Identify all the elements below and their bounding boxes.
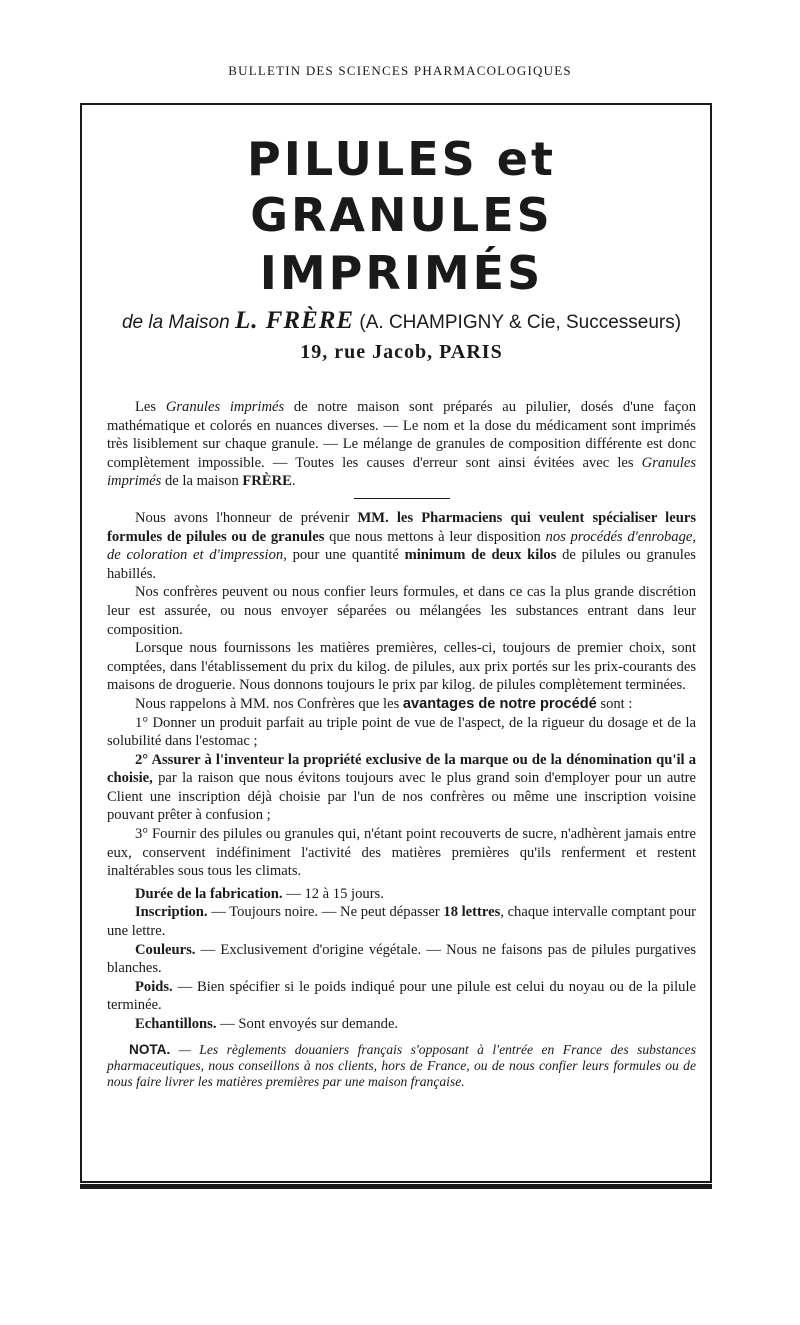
address-line: 19, rue Jacob, PARIS: [300, 341, 503, 363]
title-line-2: IMPRIMÉS: [259, 246, 544, 300]
echantillons-line: [107, 1015, 696, 1034]
intro-text-a: Les: [135, 399, 166, 415]
intro-granules-italic-2: Granules imprimés: [107, 454, 696, 490]
honneur-text-g: de pilules ou granules habillés.: [107, 547, 696, 582]
maison-name: L. FRÈRE: [234, 307, 355, 334]
advertisement-frame: [80, 103, 712, 1183]
intro-text-g: .: [291, 473, 296, 490]
inscription-lettres-bold: 18 lettres: [443, 904, 501, 921]
honneur-text-a: Nous avons l'honneur de prévenir: [135, 509, 358, 526]
maison-successors: (A. CHAMPIGNY & Cie, Successeurs): [354, 312, 682, 333]
avantages-text-c: sont :: [596, 695, 633, 712]
confreres-paragraph: Nos confrères peuvent ou nous confier leurs formules, et dans ce cas la plus grande discrétion leur est assurée, ou nous envoyer séparées ou mélangées les substances entrant dans leur composition.: [107, 584, 696, 638]
couleurs-label: Couleurs.: [135, 941, 196, 958]
duree-label: Durée de la fabrication.: [135, 885, 283, 902]
nota-paragraph: [107, 1042, 696, 1091]
advertisement-content: [107, 105, 696, 1104]
point-2: [107, 751, 696, 825]
title-line-1: PILULES et GRANULES: [247, 132, 556, 242]
matieres-paragraph: Lorsque nous fournissons les matières premières, celles-ci, toujours de premier choix, sont comptées, dans l'établissement du prix du kilog. de pilules, aux prix portés sur les prix-courants des maisons de droguerie. Nous donnons toujours le prix par kilog. de pilules complètement terminées.: [107, 640, 696, 694]
nota-text: — Les règlements douaniers français s'opposant à l'entrée en France des substances pharmaceutiques, nous conseillons à nos clients, hors de France, ou de nous confier leurs formules ou de nous faire livrer les matières premières par une maison française.: [107, 1041, 696, 1090]
honneur-text-e: pour une quantité: [286, 547, 405, 564]
maison-prefix: de la Maison: [121, 312, 235, 333]
intro-paragraph: [107, 398, 696, 491]
maison-line: [107, 307, 696, 335]
honneur-italic: nos procédés d'enrobage, de coloration et d'impression,: [107, 528, 697, 564]
point-2-text: par la raison que nous évitons toujours avec le plus grand soin d'employer pour un autre Client une inscription déjà choisie par l'un de nos confrères ou même une inscription voisine pouvant prêter à confusion ;: [107, 770, 696, 824]
poids-label: Poids.: [135, 978, 173, 995]
poids-text: — Bien spécifier si le poids indiqué pour une pilule est celui du noyau ou de la pilule terminée.: [107, 978, 696, 1014]
couleurs-paragraph: [107, 941, 696, 978]
point-1: 1° Donner un produit parfait au triple point de vue de l'aspect, de la rigueur du dosage et de la solubilité dans l'estomac ;: [107, 714, 696, 750]
echantillons-label: Echantillons.: [135, 1016, 217, 1032]
echantillons-text: — Sont envoyés sur demande.: [216, 1016, 399, 1032]
point-3: 3° Fournir des pilules ou granules qui, n'étant point recouverts de sucre, n'adhèrent jamais entre eux, conservent indéfiniment l'activité des matières premières qu'ils renferment et restent inaltérables sous tous les climats.: [107, 826, 696, 880]
duree-text: — 12 à 15 jours.: [282, 885, 384, 902]
intro-text-e: de la maison: [161, 473, 243, 490]
intro-frere-bold: FRÈRE: [242, 473, 292, 490]
honneur-paragraph: [107, 509, 696, 583]
inscription-label: Inscription.: [135, 904, 208, 921]
point-2-bold: 2° Assurer à l'inventeur la propriété exclusive de la marque ou de la dénomination qu'il a choisie,: [107, 751, 696, 787]
avantages-bold: avantages de notre procédé: [402, 695, 597, 712]
inscription-text-a: — Toujours noire. — Ne peut dépasser: [207, 904, 444, 921]
inscription-text-c: , chaque intervalle comptant pour une lettre.: [107, 904, 696, 940]
duree-line: [107, 885, 696, 904]
couleurs-text: — Exclusivement d'origine végétale. — Nous ne faisons pas de pilules purgatives blanches.: [107, 941, 696, 977]
running-head: BULLETIN DES SCIENCES PHARMACOLOGIQUES: [228, 63, 572, 78]
honneur-bold: MM. les Pharmaciens qui veulent spécialiser leurs formules de pilules ou de granules: [107, 509, 696, 545]
intro-granules-italic: Granules imprimés: [165, 399, 285, 415]
inscription-paragraph: [107, 903, 696, 940]
avantages-text-a: Nous rappelons à MM. nos Confrères que les: [135, 695, 403, 712]
poids-paragraph: [107, 978, 696, 1015]
nota-label: NOTA.: [129, 1041, 171, 1057]
separator-rule: [354, 498, 450, 499]
avantages-paragraph: [107, 695, 696, 714]
honneur-minimum-bold: minimum de deux kilos: [404, 547, 557, 564]
honneur-text-c: que nous mettons à leur disposition: [324, 528, 546, 545]
intro-text-c: de notre maison sont préparés au pilulier, dosés d'une façon mathématique et colorés en nuances diverses. — Le nom et la dose du médicament sont imprimés très lisiblement sur chaque granule. — Le mélange de granules de composition différente est donc complètement impossible. — Toutes les causes d'erreur sont ainsi évitées avec les: [107, 399, 696, 471]
